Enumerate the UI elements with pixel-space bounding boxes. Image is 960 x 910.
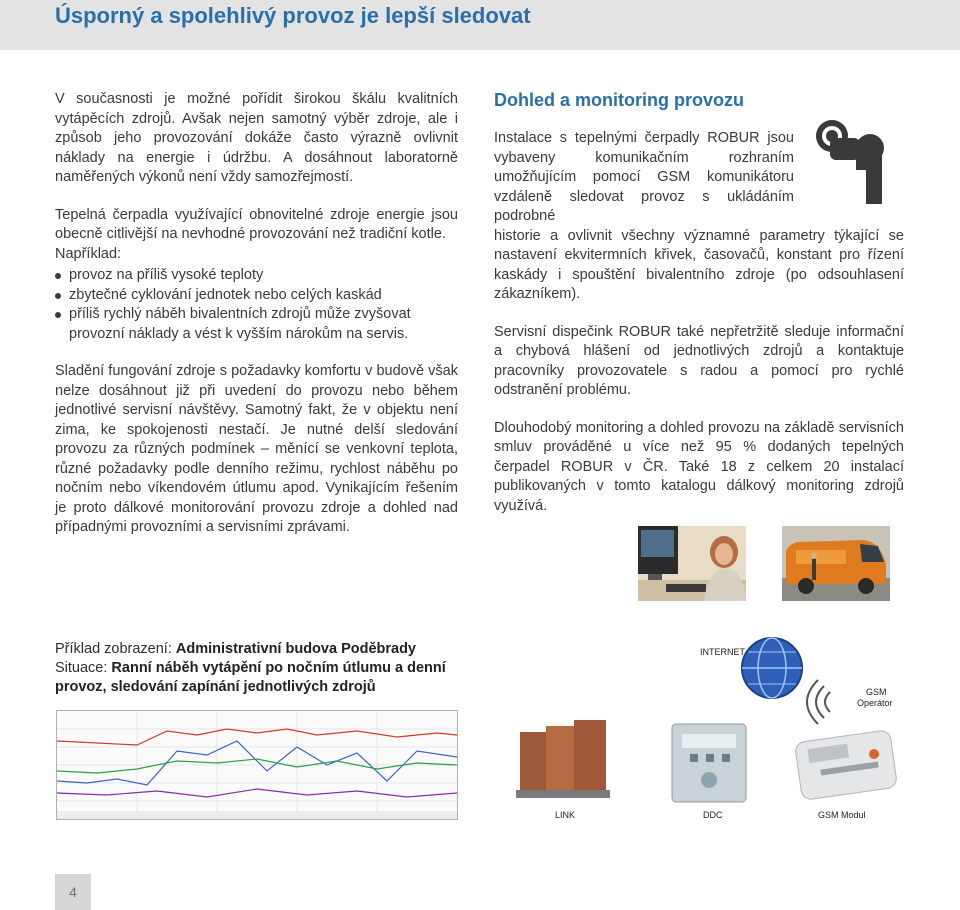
internet-label: INTERNET xyxy=(700,647,745,657)
gsm-module-label: GSM Modul xyxy=(818,810,866,820)
internet-globe-icon xyxy=(742,638,802,698)
service-van-photo xyxy=(782,526,890,601)
gsm-operator-label-line1: GSM xyxy=(866,687,887,697)
installation-paragraph-narrow: Instalace s tepelnými čerpadly ROBUR jsou vybaveny komunikačním rozhraním umožňujícím pomocí GSM komunikátoru vzdáleně sledovat provoz s ukládáním podrobné xyxy=(494,130,794,224)
wireless-signal-icon xyxy=(807,680,830,724)
binoculars-icon xyxy=(802,118,894,204)
installation-paragraph-wide: historie a ovlivnit všechny významné parametry týkající se nastavení ekvitermních křivek, časovačů, konstant pro řízení kaskády i spouštění bivalentního zdroje (po odsouhlasení zákazníkem). xyxy=(494,227,904,302)
gsm-operator-label-line2: Operátor xyxy=(857,698,893,708)
link-label: LINK xyxy=(555,810,576,820)
building-name: Administrativní budova Poděbrady xyxy=(175,641,416,657)
ddc-controller-icon xyxy=(672,724,746,802)
monitoring-chart xyxy=(56,710,458,820)
page-number: 4 xyxy=(55,874,91,910)
monitoring-network-diagram xyxy=(500,620,910,830)
example-caption xyxy=(55,640,475,697)
list-item: zbytečné cyklování jednotek nebo celých kaskád xyxy=(55,286,458,306)
header-band xyxy=(0,0,960,50)
example-label: Příklad zobrazení: xyxy=(55,641,176,657)
example-lead: Například: xyxy=(55,245,122,262)
issues-list xyxy=(55,266,458,344)
section-heading: Dohled a monitoring provozu xyxy=(494,90,744,110)
intro-paragraph: V současnosti je možné pořídit širokou škálu kvalitních vytápěcích zdrojů. Avšak nejen samotný výběr zdroje, ale i způsob jeho provozování dokáže často výrazně ovlivnit náklady na energie i údržbu. A dosáhnout laboratorně naměřených výkonů není vždy samozřejmostí. xyxy=(55,91,458,185)
long-term-paragraph: Dlouhodobý monitoring a dohled provozu na základě servisních smluv prováděné u více než 95 % dodaných tepelných čerpadel ROBUR v ČR. Také 18 z celkem 20 instalací publikovaných v tomto katalogu dálkový monitoring zdrojů využívá. xyxy=(494,419,904,514)
list-item: příliš rychlý náběh bivalentních zdrojů může zvyšovat provozní náklady a vést k vyšším nárokům na servis. xyxy=(55,305,458,344)
heat-pump-paragraph: Tepelná čerpadla využívající obnovitelné zdroje energie jsou obecně citlivější na nevhodné provozování než tradiční kotle. xyxy=(55,206,458,242)
service-paragraph: Servisní dispečink ROBUR také nepřetržitě sleduje informační a chybová hlášení od jednotlivých zdrojů a kontaktuje pracovníky provozovatele s radou a pomocí pro rychlé odstranění problému. xyxy=(494,323,904,398)
list-item: provoz na příliš vysoké teploty xyxy=(55,266,458,286)
link-device-icon xyxy=(516,720,610,798)
situation-label: Situace: xyxy=(55,660,112,676)
left-column xyxy=(55,90,458,538)
monitoring-paragraph: Sladění fungování zdroje s požadavky komfortu v budově však nelze dosáhnout již při uvedení do provozu nebo během jednotlivé servisní návštěvy. Samotný fakt, že v objektu není zima, ke spokojenosti nestačí. Je nutné delší sledování provozu za různých podmínek – měnící se venkovní teplota, různé požadavky podle denního režimu, rychlost náběhu po nočním nebo víkendovém útlumu apod. Vynikajícím řešením je proto dálkové monitorování provozu zdroje a dohled nad případnými provozními a servisními zprávami. xyxy=(55,363,458,535)
ddc-label: DDC xyxy=(703,810,723,820)
gsm-module-icon xyxy=(794,730,897,801)
situation-text: Ranní náběh vytápění po nočním útlumu a denní provoz, sledování zapínání jednotlivých zdrojů xyxy=(55,660,446,695)
office-photo xyxy=(638,526,746,601)
page-title: Úsporný a spolehlivý provoz je lepší sledovat xyxy=(55,3,531,28)
